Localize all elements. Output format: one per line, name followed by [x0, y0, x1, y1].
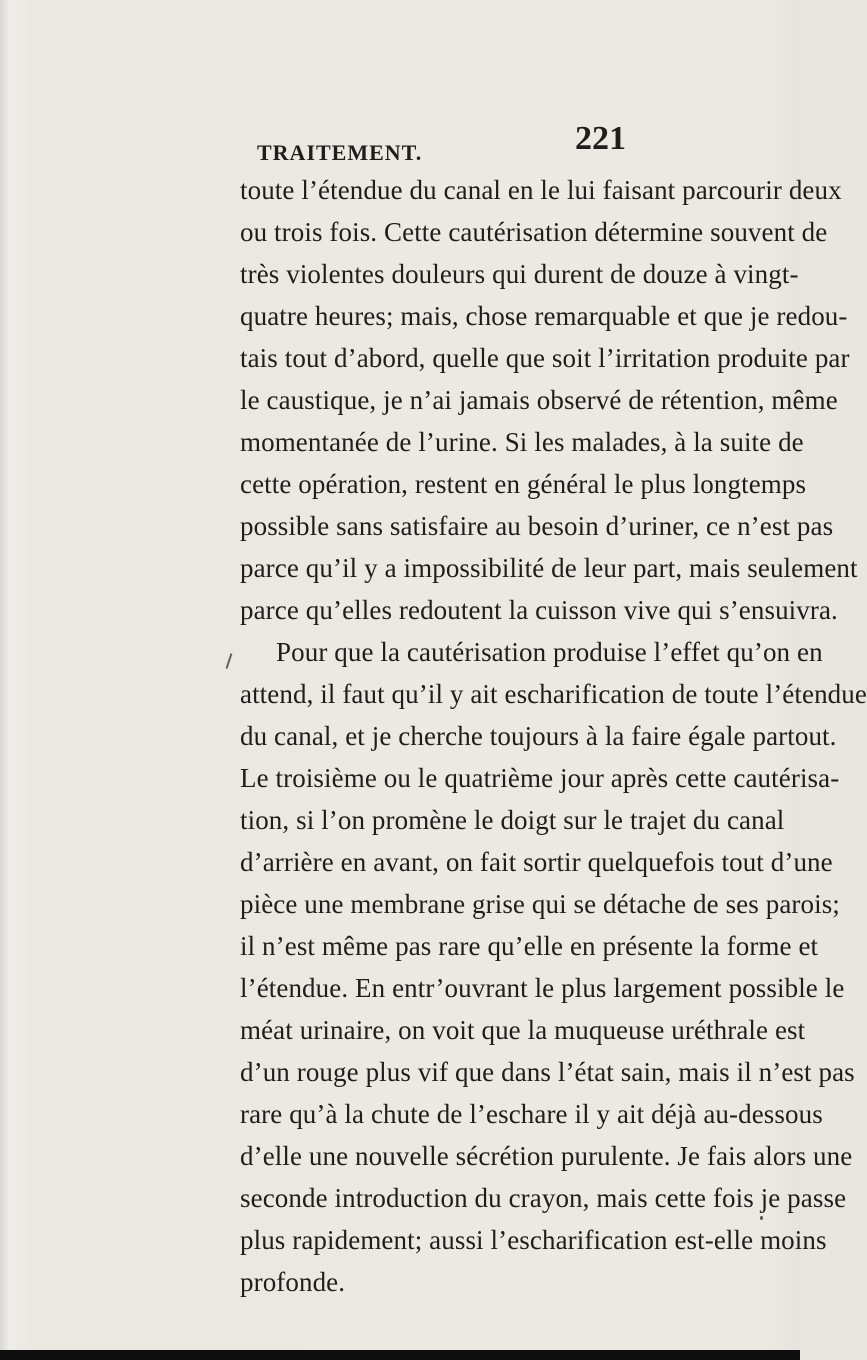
text-line: du canal, et je cherche toujours à la faire égale partout.: [240, 721, 837, 751]
text-line: il n’est même pas rare qu’elle en présente la forme et: [240, 931, 819, 961]
text-line: méat urinaire, on voit que la muqueuse uréthrale est: [240, 1015, 806, 1045]
text-line: d’arrière en avant, on fait sortir quelquefois tout d’une: [240, 847, 833, 877]
page-header: [257, 120, 697, 170]
page-dot: [760, 1216, 763, 1220]
text-line: pièce une membrane grise qui se détache de ses parois;: [240, 889, 840, 919]
text-line: parce qu’il y a impossibilité de leur part, mais seulement: [240, 553, 858, 583]
text-line: ou trois fois. Cette cautérisation détermine souvent de: [240, 217, 828, 247]
text-line: l’étendue. En entr’ouvrant le plus largement possible le: [240, 973, 845, 1003]
text-line: parce qu’elles redoutent la cuisson vive qui s’ensuivra.: [240, 595, 838, 625]
text-line: cette opération, restent en général le plus longtemps: [240, 469, 807, 499]
text-line: toute l’étendue du canal en le lui faisant parcourir deux: [240, 175, 842, 205]
text-line: Pour que la cautérisation produise l’effet qu’on en: [276, 637, 823, 667]
running-head: TRAITEMENT.: [257, 140, 423, 165]
text-line: Le troisième ou le quatrième jour après cette cautérisa-: [240, 763, 840, 793]
page-number: 221: [575, 120, 626, 157]
text-line: tion, si l’on promène le doigt sur le trajet du canal: [240, 805, 785, 835]
body-text: [0, 170, 867, 1297]
text-line: profonde.: [240, 1267, 346, 1297]
text-line: tais tout d’abord, quelle que soit l’irritation produite par: [240, 343, 850, 373]
text-line: très violentes douleurs qui durent de douze à vingt-: [240, 259, 799, 289]
text-line: plus rapidement; aussi l’escharification est-elle moins: [240, 1225, 827, 1255]
bottom-scan-edge: [0, 1350, 800, 1360]
margin-mark: [226, 653, 233, 669]
text-line: rare qu’à la chute de l’eschare il y ait déjà au-dessous: [240, 1099, 823, 1129]
text-line: attend, il faut qu’il y ait escharification de toute l’étendue: [240, 679, 867, 709]
text-line: quatre heures; mais, chose remarquable et que je redou-: [240, 301, 848, 331]
text-line: momentanée de l’urine. Si les malades, à la suite de: [240, 427, 804, 457]
text-line: d’elle une nouvelle sécrétion purulente. Je fais alors une: [240, 1141, 853, 1171]
text-line: possible sans satisfaire au besoin d’uriner, ce n’est pas: [240, 511, 834, 541]
text-line: le caustique, je n’ai jamais observé de rétention, même: [240, 385, 838, 415]
text-line: seconde introduction du crayon, mais cette fois je passe: [240, 1183, 847, 1213]
text-line: d’un rouge plus vif que dans l’état sain, mais il n’est pas: [240, 1057, 855, 1087]
